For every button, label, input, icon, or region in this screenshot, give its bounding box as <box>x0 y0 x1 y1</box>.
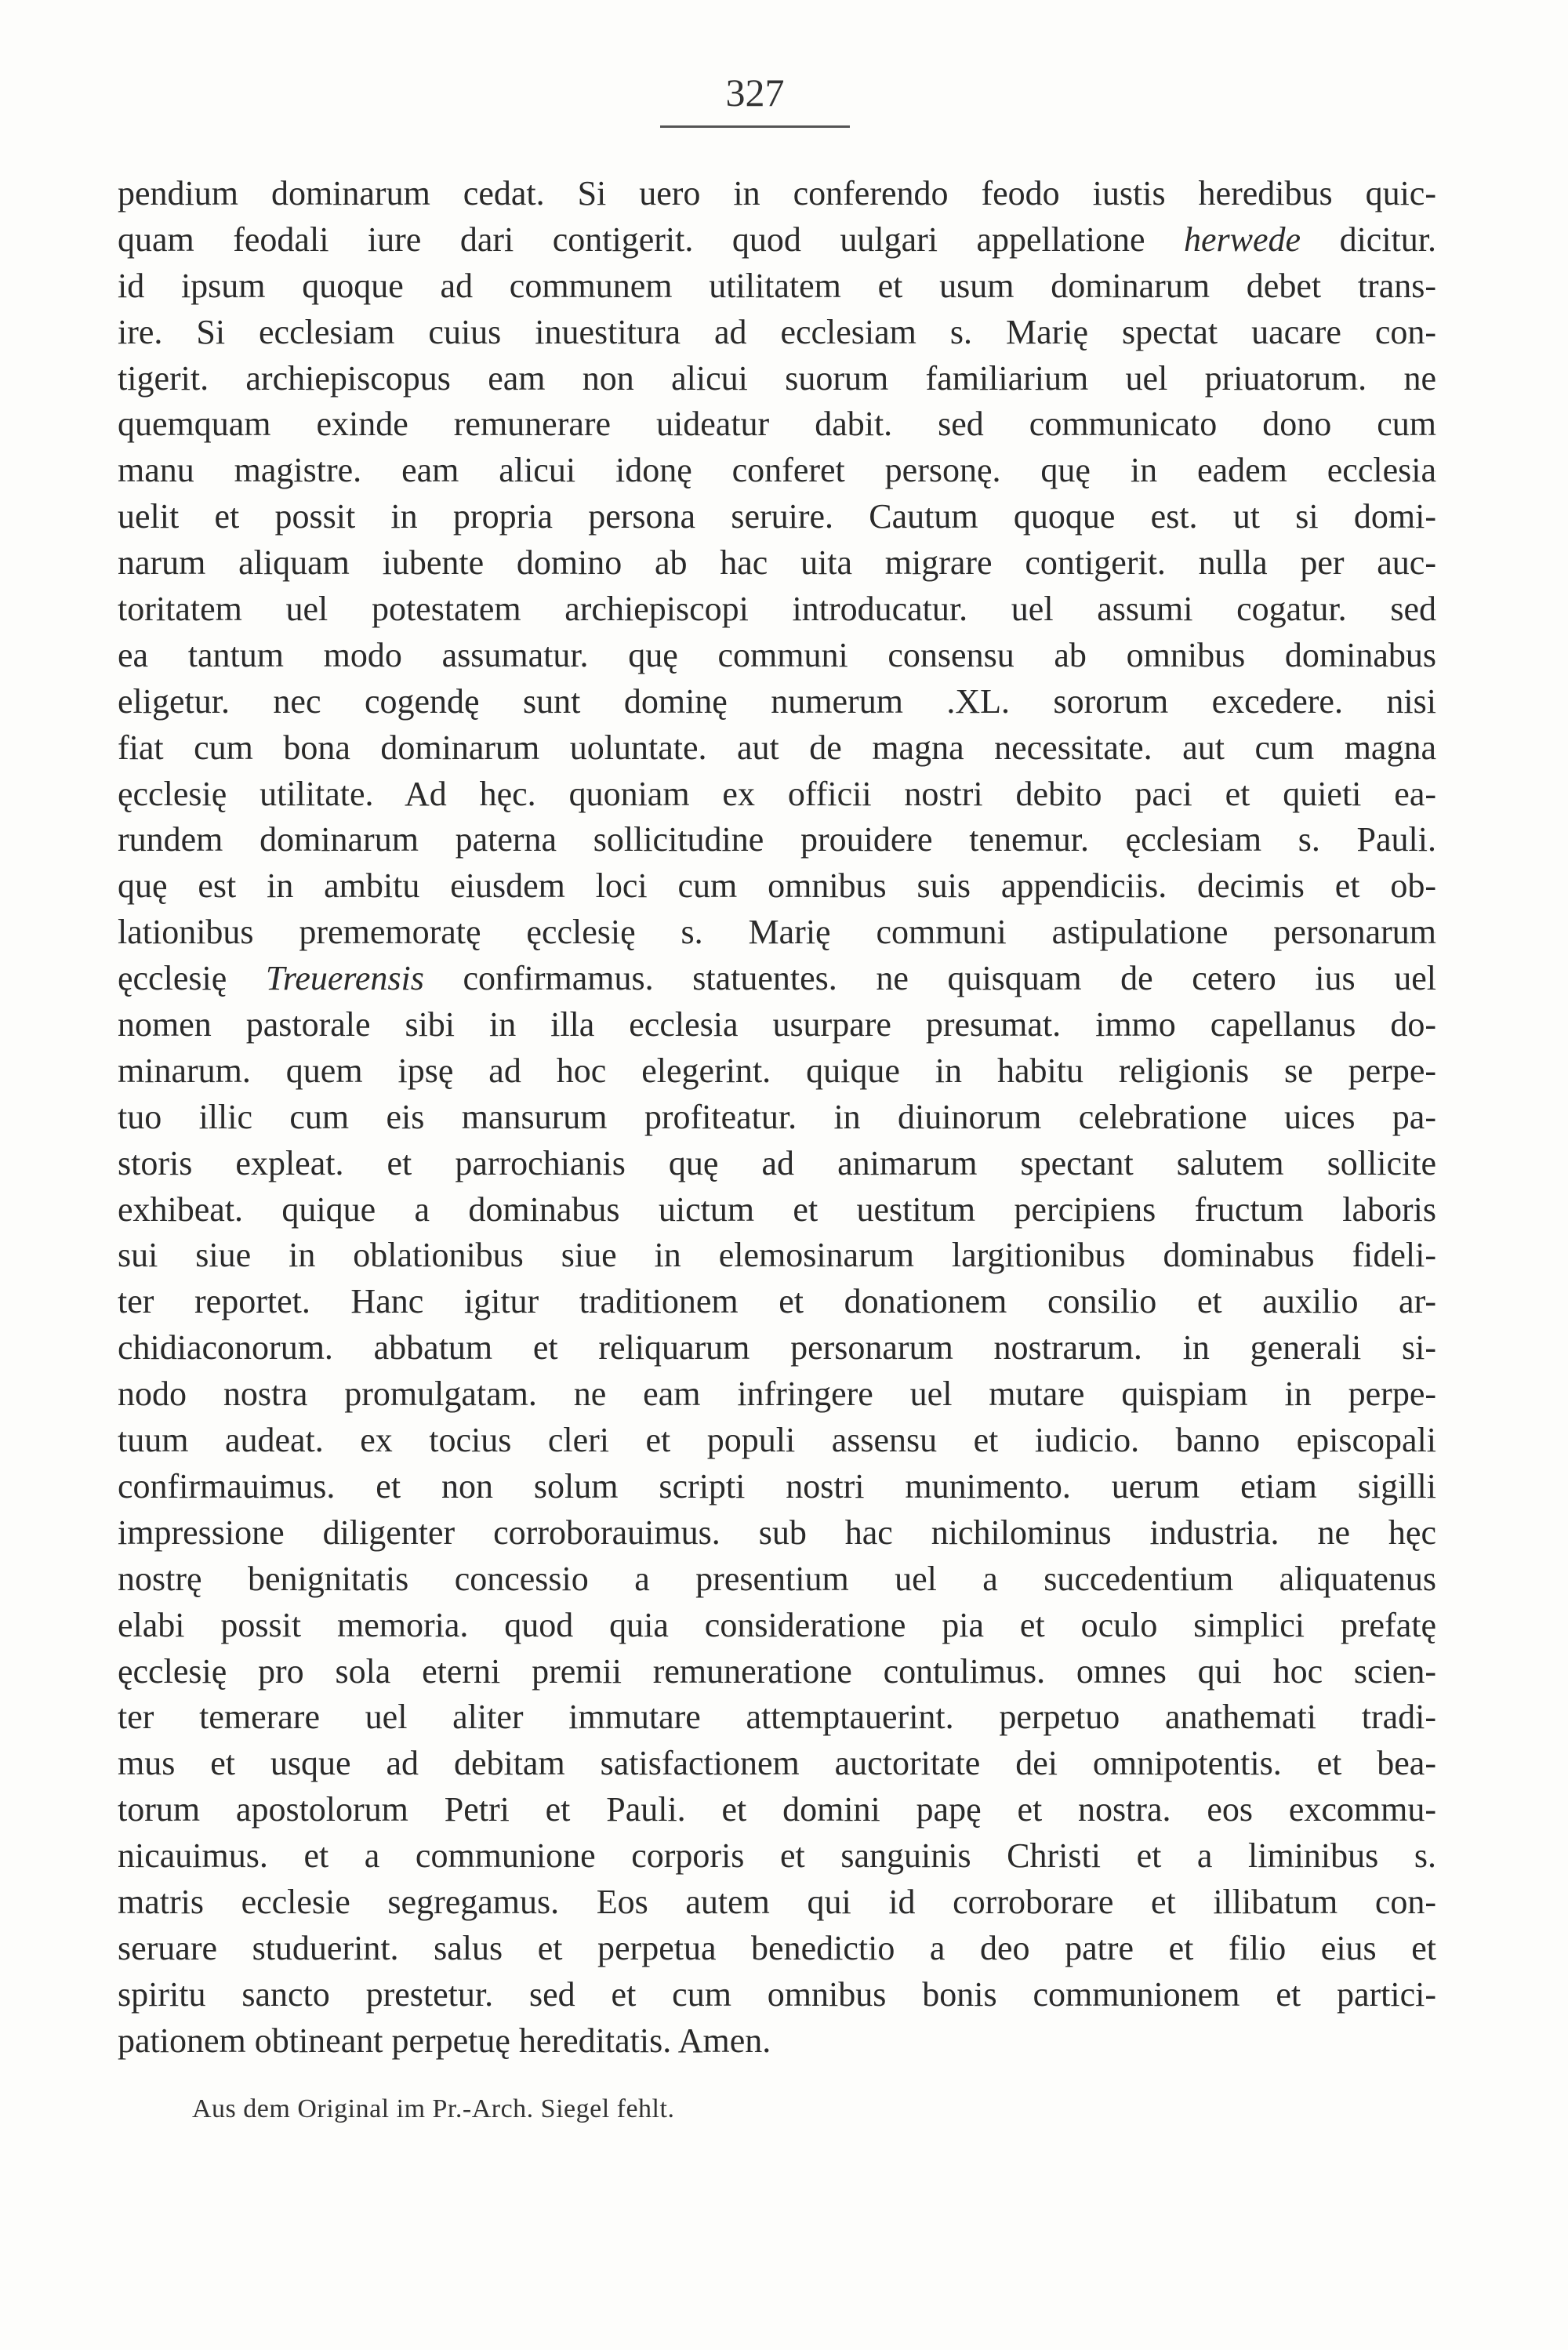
text-line <box>118 817 1436 863</box>
text-segment: exhibeat. quique a dominabus uictum et uestitum percipiens fructum laboris <box>118 1190 1436 1229</box>
text-segment: fiat cum bona dominarum uoluntate. aut de magna necessitate. aut cum magna <box>118 728 1436 767</box>
text-line <box>118 1095 1436 1141</box>
text-segment: pationem obtineant perpetuę hereditatis. Amen. <box>118 2021 771 2060</box>
text-line <box>118 310 1436 356</box>
text-segment: uelit et possit in propria persona seruire. Cautum quoque est. ut si domi- <box>118 497 1436 536</box>
text-line <box>118 540 1436 587</box>
text-line <box>118 356 1436 402</box>
text-segment: rundem dominarum paterna sollicitudine prouidere tenemur. ęcclesiam s. Pauli. <box>118 820 1436 859</box>
text-line <box>118 171 1436 217</box>
text-segment: quam feodali iure dari contigerit. quod uulgari appellatione <box>118 220 1184 259</box>
text-line <box>118 1233 1436 1279</box>
text-segment: nomen pastorale sibi in illa ecclesia usurpare presumat. immo capellanus do- <box>118 1005 1436 1044</box>
text-segment: ea tantum modo assumatur. quę communi consensu ab omnibus dominabus <box>118 635 1436 674</box>
text-segment: impressione diligenter corroborauimus. sub hac nichilominus industria. ne hęc <box>118 1513 1436 1552</box>
text-line <box>118 401 1436 448</box>
text-line <box>118 2018 1436 2065</box>
text-line <box>118 1141 1436 1187</box>
text-line <box>118 1002 1436 1048</box>
text-line <box>118 1325 1436 1371</box>
text-segment: quę est in ambitu eiusdem loci cum omnibus suis appendiciis. decimis et ob- <box>118 866 1436 906</box>
text-segment: toritatem uel potestatem archiepiscopi introducatur. uel assumi cogatur. sed <box>118 590 1436 629</box>
text-segment: ire. Si ecclesiam cuius inuestitura ad ecclesiam s. Marię spectat uacare con- <box>118 312 1436 351</box>
text-segment: confirmamus. statuentes. ne quisquam de cetero ius uel <box>423 959 1436 998</box>
text-segment: storis expleat. et parrochianis quę ad animarum spectant salutem sollicite <box>118 1143 1436 1182</box>
text-segment: id ipsum quoque ad communem utilitatem et usum dominarum debet trans- <box>118 266 1436 305</box>
text-line <box>118 1833 1436 1880</box>
page-number: 327 <box>725 71 785 114</box>
text-line <box>118 910 1436 956</box>
text-segment: sui siue in oblationibus siue in elemosinarum largitionibus dominabus fideli- <box>118 1236 1436 1275</box>
text-line <box>118 772 1436 818</box>
text-segment: tuo illic cum eis mansurum profiteatur. in diuinorum celebratione uices pa- <box>118 1097 1436 1136</box>
italic-term: Treuerensis <box>265 959 424 998</box>
text-segment: narum aliquam iubente domino ab hac uita migrare contigerit. nulla per auc- <box>118 543 1436 583</box>
text-segment: matris ecclesie segregamus. Eos autem qui id corroborare et illibatum con- <box>118 1882 1436 1921</box>
text-line <box>118 1880 1436 1926</box>
text-line <box>118 1279 1436 1325</box>
text-segment: ter reportet. Hanc igitur traditionem et donationem consilio et auxilio ar- <box>118 1282 1436 1321</box>
text-line <box>118 1187 1436 1233</box>
text-line <box>118 863 1436 910</box>
text-segment: seruare studuerint. salus et perpetua benedictio a deo patre et filio eius et <box>118 1928 1436 1967</box>
text-line <box>118 1741 1436 1787</box>
text-segment: nodo nostra promulgatam. ne eam infringere uel mutare quispiam in perpe- <box>118 1375 1436 1414</box>
text-segment: mus et usque ad debitam satisfactionem auctoritate dei omnipotentis. et bea- <box>118 1744 1436 1783</box>
text-line <box>118 1603 1436 1649</box>
text-segment: tigerit. archiepiscopus eam non alicui suorum familiarium uel priuatorum. ne <box>118 358 1436 398</box>
text-segment: spiritu sancto prestetur. sed et cum omnibus bonis communionem et partici- <box>118 1974 1436 2014</box>
text-line <box>118 1694 1436 1741</box>
text-line <box>118 263 1436 310</box>
text-line <box>118 587 1436 633</box>
document-body <box>118 171 1436 2065</box>
text-segment: dicitur. <box>1301 220 1436 259</box>
text-line <box>118 448 1436 494</box>
text-segment: ęcclesię utilitate. Ad hęc. quoniam ex officii nostri debito paci et quieti ea- <box>118 774 1436 813</box>
text-segment: eligetur. nec cogendę sunt dominę numerum .XL. sororum excedere. nisi <box>118 681 1436 721</box>
text-line <box>118 956 1436 1002</box>
text-segment: lationibus prememoratę ęcclesię s. Marię communi astipulatione personarum <box>118 913 1436 952</box>
text-segment: torum apostolorum Petri et Pauli. et domini papę et nostra. eos excommu- <box>118 1790 1436 1829</box>
text-segment: nicauimus. et a communione corporis et sanguinis Christi et a liminibus s. <box>118 1836 1436 1876</box>
footnote: Aus dem Original im Pr.-Arch. Siegel fehlt. <box>192 2094 675 2123</box>
text-segment: ter temerare uel aliter immutare attemptauerint. perpetuo anathemati tradi- <box>118 1698 1436 1737</box>
text-segment: chidiaconorum. abbatum et reliquarum personarum nostrarum. in generali si- <box>118 1328 1436 1368</box>
text-segment: ęcclesię <box>118 959 266 998</box>
text-line <box>118 1972 1436 2018</box>
italic-term: herwede <box>1184 220 1301 259</box>
text-line <box>118 1787 1436 1833</box>
text-line <box>118 1556 1436 1603</box>
text-segment: tuum audeat. ex tocius cleri et populi assensu et iudicio. banno episcopali <box>118 1421 1436 1460</box>
text-line <box>118 1418 1436 1464</box>
text-line <box>118 1649 1436 1695</box>
text-line <box>118 679 1436 725</box>
text-line <box>118 633 1436 679</box>
text-segment: confirmauimus. et non solum scripti nostri munimento. uerum etiam sigilli <box>118 1466 1436 1506</box>
text-line <box>118 1048 1436 1095</box>
text-segment: manu magistre. eam alicui idonę conferet personę. quę in eadem ecclesia <box>118 451 1436 490</box>
text-line <box>118 494 1436 540</box>
text-line <box>118 1464 1436 1510</box>
text-line <box>118 1926 1436 1972</box>
text-line <box>118 217 1436 263</box>
text-segment: minarum. quem ipsę ad hoc elegerint. quique in habitu religionis se perpe- <box>118 1051 1436 1090</box>
header-rule <box>660 125 850 128</box>
text-segment: nostrę benignitatis concessio a presentium uel a succedentium aliquatenus <box>118 1559 1436 1598</box>
text-line <box>118 1371 1436 1418</box>
text-segment: pendium dominarum cedat. Si uero in conferendo feodo iustis heredibus quic- <box>118 174 1436 212</box>
text-line <box>118 725 1436 772</box>
text-segment: ęcclesię pro sola eterni premii remuneratione contulimus. omnes qui hoc scien- <box>118 1651 1436 1691</box>
text-segment: quemquam exinde remunerare uideatur dabit. sed communicato dono cum <box>118 405 1436 444</box>
text-line <box>118 1510 1436 1556</box>
text-segment: elabi possit memoria. quod quia consideratione pia et oculo simplici prefatę <box>118 1605 1436 1644</box>
